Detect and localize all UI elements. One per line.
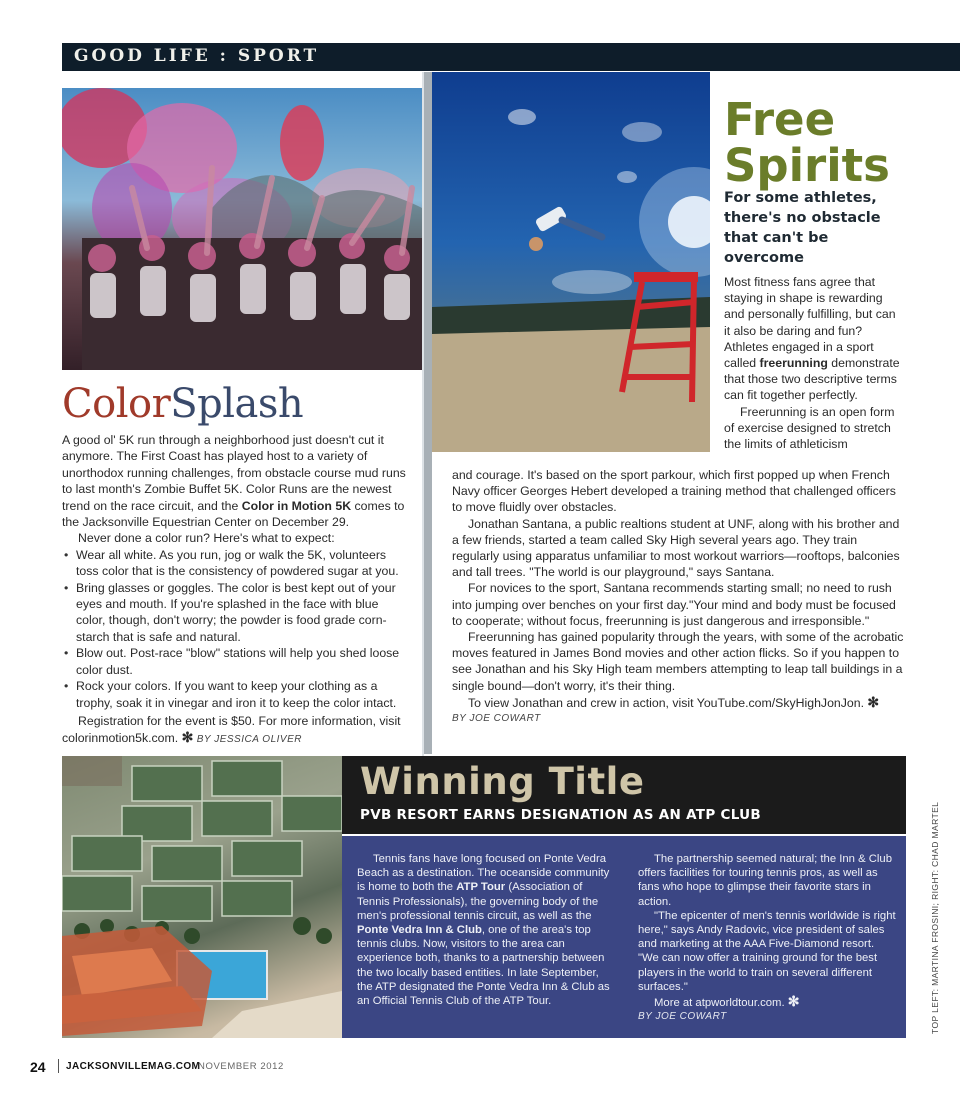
free-spirits-side-column (724, 274, 904, 452)
freerunning-illustration (432, 72, 710, 452)
paragraph: For novices to the sport, Santana recommends starting small; no need to rush into jumping over benches on your first day."Your mind and body must be focused to cooperate; without focus, freerunning is just dangerous and irresponsible." (452, 581, 896, 628)
section-label: GOOD LIFE : SPORT (74, 46, 320, 66)
winning-title-column-1 (357, 852, 615, 1008)
paragraph: Jonathan Santana, a public realtions student at UNF, along with his brother and a few friends, started a team called Sky High several years ago. They train regularly using apparatus unfamiliar to most workout warriors—rooftops, balconies and tall trees. "The world is our playground," says Santana. (452, 516, 900, 580)
paragraph: To view Jonathan and crew in action, visit YouTube.com/SkyHighJonJon. ✻ (468, 693, 880, 710)
winning-title-heading: Winning Title (360, 760, 645, 803)
keyword: freerunning (759, 356, 828, 371)
tip-item: • Wear all white. As you run, jog or walk the 5K, volunteers toss color that is the consistency of powdered sugar at you. (62, 547, 410, 580)
freerunning-photo (432, 72, 710, 452)
paragraph: Freerunning has gained popularity through the years, with some of the acrobatic moves featured in James Bond movies and other action flicks. So if you happen to see Jonathan and his Sky High team members attempting to leap tall buildings in a single bound—don't worry, it's their thing. (452, 630, 904, 693)
paragraph: More at atpworldtour.com. ✻ (654, 993, 800, 1010)
free-spirits-body (452, 467, 904, 727)
tip-item: • Bring glasses or goggles. The color is best kept out of your eyes and mouth. If you're splashed in the face with blue color, though, don't worry; the powder is food grade corn-starch that is safe and natural. (62, 580, 410, 646)
end-mark-icon: ✻ (787, 993, 800, 1010)
paragraph: and courage. It's based on the sport parkour, which first popped up when French Navy officer Georges Hebert developed a training method that challenged officers to move fluidly over obstacles. (452, 468, 896, 515)
lead-paragraph: Never done a color run? Here's what to expect: (78, 531, 335, 546)
issue-date: NOVEMBER 2012 (198, 1061, 284, 1072)
title-part-color: Color (62, 381, 171, 427)
closing-paragraph: Registration for the event is $50. For more information, visit colorinmotion5k.com. ✻ BY JESSICA OLIVER (62, 713, 401, 746)
tennis-resort-illustration (62, 756, 342, 1038)
end-mark-icon: ✻ (181, 729, 194, 746)
paragraph: Tennis fans have long focused on Ponte Vedra Beach as a destination. The oceanside community is home to both the ATP Tour (Association of Tennis Professionals), the governing body of the men's professional tennis circuit, as well as the Ponte Vedra Inn & Club, one of the area's top tennis clubs. Now, visitors to the area can experience both, thanks to a partnership between the two locally based entities. In late September, the ATP designated the Ponte Vedra Inn & Club as an Official Tennis Club of the ATP Tour. (357, 853, 610, 1008)
column-divider-bar (424, 72, 432, 754)
free-spirits-title: Free Spirits (724, 93, 890, 192)
winning-title-column-2 (638, 852, 896, 1024)
photo-credit: TOP LEFT: MARTINA FROSINI; RIGHT: CHAD MARTEL (930, 801, 940, 1034)
paragraph: "The epicenter of men's tennis worldwide is right here," says Andy Radovic, vice president of sales and marketing at the AAA Five-Diamond resort. "We can now offer a training ground for the best players in the world to train on several different surfaces." (638, 909, 896, 993)
footer-divider (58, 1059, 59, 1073)
tennis-resort-photo (62, 756, 342, 1038)
color-splash-body (62, 432, 410, 749)
keyword: ATP Tour (456, 881, 506, 894)
tip-item: • Blow out. Post-race "blow" stations will help you shed loose color dust. (62, 645, 410, 678)
byline: BY JOE COWART (452, 713, 541, 725)
byline: BY JOE COWART (638, 1011, 727, 1023)
tips-list (62, 547, 410, 711)
tip-item: • Rock your colors. If you want to keep your clothing as a trophy, soak it in vinegar and iron it to keep the color intact. (62, 678, 410, 711)
page-number: 24 (30, 1059, 46, 1075)
winning-title-subheading: PVB RESORT EARNS DESIGNATION AS AN ATP CLUB (360, 807, 761, 823)
color-splash-title (62, 381, 303, 427)
color-run-photo (62, 88, 422, 370)
color-run-illustration (62, 88, 422, 370)
free-spirits-dek: For some athletes, there's no obstacle that can't be overcome (724, 190, 881, 266)
intro-paragraph: A good ol' 5K run through a neighborhood just doesn't cut it anymore. The First Coast has played host to a variety of unorthodox running challenges, from obstacle course mud runs to last month's Zombie Buffet 5K. Color Runs are the newest trend on the race circuit, and the Color in Motion 5K comes to the Jacksonville Equestrian Center on December 29. (62, 433, 406, 530)
end-mark-icon: ✻ (867, 693, 880, 710)
byline: BY JESSICA OLIVER (196, 734, 302, 746)
title-part-splash: Splash (170, 381, 304, 427)
keyword: Ponte Vedra Inn & Club (357, 924, 482, 937)
site-name: JACKSONVILLEMAG.COM (66, 1061, 201, 1072)
paragraph: Most fitness fans agree that staying in shape is rewarding and personally fulfilling, but can it also be daring and fun? Athletes engaged in a sport called freerunning demonstrate that those two descriptive terms can fit together perfectly. (724, 275, 900, 403)
paragraph: Freerunning is an open form of exercise designed to stretch the limits of athleticism (724, 404, 895, 452)
paragraph: The partnership seemed natural; the Inn & Club offers facilities for touring tennis pros, as well as fans who hope to glimpse their favorite stars in action. (638, 853, 893, 908)
event-name: Color in Motion 5K (241, 498, 352, 513)
